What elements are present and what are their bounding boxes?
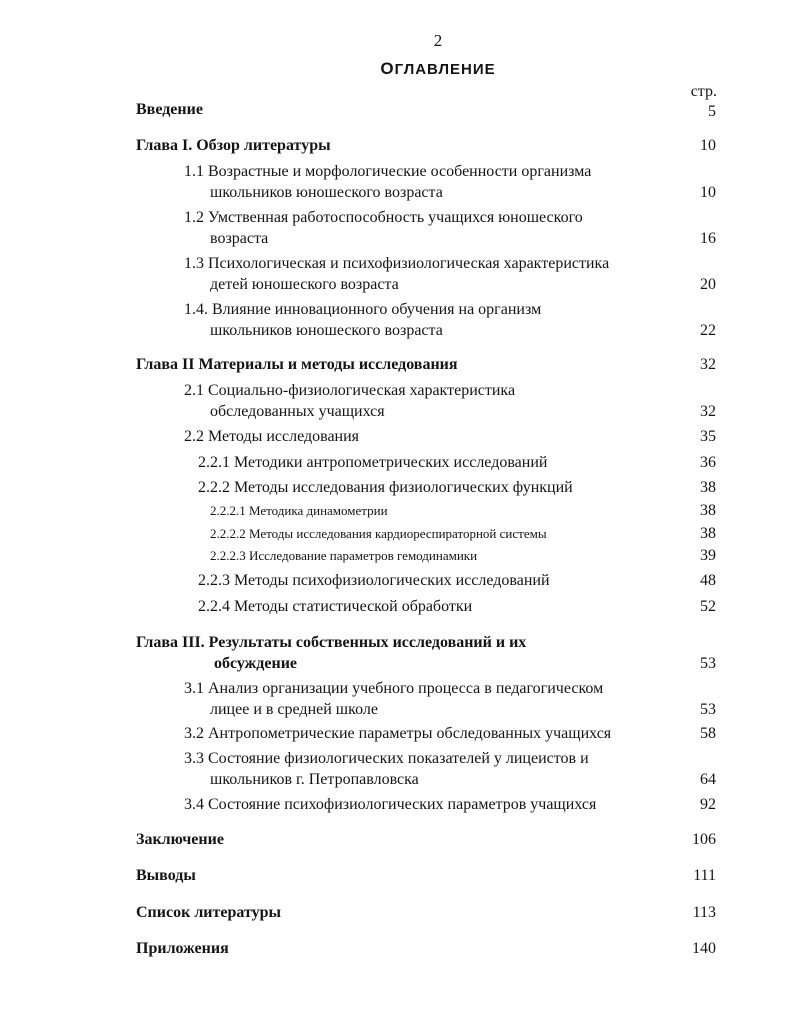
toc-label-line2: возраста bbox=[210, 230, 269, 247]
toc-label: 2.2.2.2 Методы исследования кардиореспираторной системы bbox=[210, 526, 547, 541]
toc-label-line1: 3.1 Анализ организации учебного процесса в педагогическом bbox=[184, 680, 604, 697]
toc-label-line1: Глава III. Результаты собственных исследований и их bbox=[136, 634, 527, 651]
toc-label-line1: 2.1 Социально-физиологическая характеристика bbox=[184, 382, 516, 399]
toc-label: 2.2 Методы исследования bbox=[184, 428, 360, 445]
toc-page: 20 bbox=[700, 276, 716, 293]
toc-label: Введение bbox=[136, 101, 203, 118]
toc-page: 111 bbox=[693, 867, 716, 884]
toc-page: 32 bbox=[700, 356, 716, 373]
toc-label-line2: детей юношеского возраста bbox=[210, 276, 399, 293]
toc-page: 53 bbox=[700, 655, 716, 672]
page-title-initial: О bbox=[380, 59, 395, 78]
toc-page: 64 bbox=[700, 771, 716, 788]
toc-label: 2.2.2.3 Исследование параметров гемодинамики bbox=[210, 548, 478, 563]
toc-label: 2.2.2.1 Методика динамометрии bbox=[210, 503, 388, 518]
page-number: 2 bbox=[433, 31, 443, 50]
toc-label-line1: 1.3 Психологическая и психофизиологическая характеристика bbox=[184, 255, 610, 272]
toc-page: 32 bbox=[700, 403, 716, 420]
toc-page: 5 bbox=[708, 103, 716, 120]
toc-label: 2.2.3 Методы психофизиологических исследований bbox=[198, 572, 550, 589]
toc-label-line2: школьников юношеского возраста bbox=[210, 322, 443, 339]
toc-page: 53 bbox=[700, 701, 716, 718]
toc-label: 2.2.1 Методики антропометрических исследований bbox=[198, 454, 548, 471]
toc-label: Приложения bbox=[136, 940, 229, 957]
toc-label-line2: лицее и в средней школе bbox=[210, 701, 378, 718]
toc-page: 10 bbox=[700, 184, 716, 201]
toc-page: 140 bbox=[692, 940, 716, 957]
toc-label: 2.2.4 Методы статистической обработки bbox=[198, 598, 473, 615]
toc-label-line2: школьников г. Петропавловска bbox=[210, 771, 419, 788]
toc-page: 22 bbox=[700, 322, 716, 339]
toc-page: 39 bbox=[700, 547, 716, 564]
toc-page: 38 bbox=[700, 525, 716, 542]
toc-label: Выводы bbox=[136, 867, 196, 884]
toc-label: 2.2.2 Методы исследования физиологических функций bbox=[198, 479, 573, 496]
toc-page: 52 bbox=[700, 598, 716, 615]
toc-label: Список литературы bbox=[136, 904, 281, 921]
toc-label-line2: обследованных учащихся bbox=[210, 403, 385, 420]
toc-page: 106 bbox=[692, 831, 716, 848]
toc-page: 36 bbox=[700, 454, 716, 471]
toc-label: Заключение bbox=[136, 831, 224, 848]
toc-label-line1: 3.3 Состояние физиологических показателей у лицеистов и bbox=[184, 750, 589, 767]
toc-page: 58 bbox=[700, 725, 716, 742]
toc-page: 16 bbox=[700, 230, 716, 247]
page-title-rest: ГЛАВЛЕНИЕ bbox=[394, 61, 496, 78]
toc-page: 38 bbox=[700, 502, 716, 519]
toc-label: Глава I. Обзор литературы bbox=[136, 137, 331, 154]
toc-label-line1: 1.4. Влияние инновационного обучения на организм bbox=[184, 301, 542, 318]
toc-label-line1: 1.2 Умственная работоспособность учащихся юношеского bbox=[184, 209, 583, 226]
toc-label: Глава II Материалы и методы исследования bbox=[136, 356, 458, 373]
toc-label-line1: 1.1 Возрастные и морфологические особенности организма bbox=[184, 163, 592, 180]
toc-label: 3.4 Состояние психофизиологических параметров учащихся bbox=[184, 796, 597, 813]
toc-label-line2: школьников юношеского возраста bbox=[210, 184, 443, 201]
page-column-label: стр. bbox=[690, 83, 717, 100]
toc-page: 92 bbox=[700, 796, 716, 813]
toc-page: 35 bbox=[700, 428, 716, 445]
toc-label-line2: обсуждение bbox=[214, 655, 298, 672]
toc-page: 10 bbox=[700, 137, 716, 154]
toc-page: 48 bbox=[700, 572, 716, 589]
toc-label: 3.2 Антропометрические параметры обследованных учащихся bbox=[184, 725, 612, 742]
toc-page: 113 bbox=[692, 904, 716, 921]
page-title bbox=[0, 59, 799, 80]
toc-page: 38 bbox=[700, 479, 716, 496]
